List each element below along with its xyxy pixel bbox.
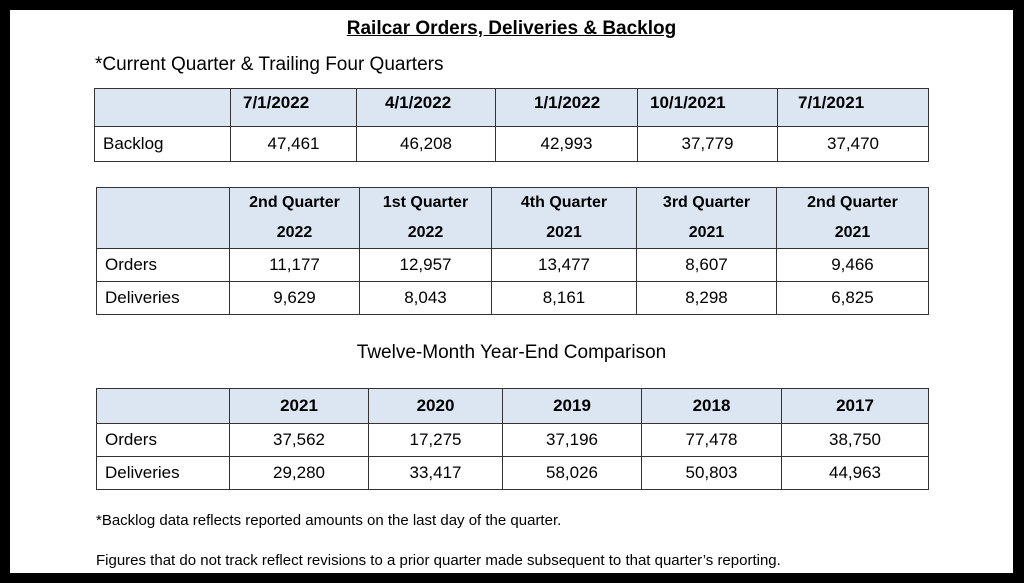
quarter-value: 9,629 [230,282,360,315]
quarter-value: 11,177 [230,249,360,282]
quarter-header [360,188,492,249]
backlog-header-date: 4/1/2022 [357,89,496,127]
quarter-value: 12,957 [360,249,492,282]
backlog-row-label: Backlog [95,127,231,162]
year-row-label: Orders [97,424,230,457]
quarter-header-line2: 2021 [546,224,582,241]
backlog-value: 42,993 [496,127,638,162]
quarter-header-line1: 1st Quarter [382,194,469,211]
quarter-header [777,188,929,249]
year-value: 58,026 [503,457,642,490]
year-header: 2019 [503,389,642,424]
backlog-table [94,88,929,162]
year-header-row [97,389,929,424]
backlog-value: 37,470 [778,127,929,162]
year-header: 2021 [230,389,369,424]
backlog-header-date: 1/1/2022 [496,89,638,127]
quarter-header-line1: 4th Quarter [520,194,608,211]
quarter-header [492,188,637,249]
backlog-row [95,127,929,162]
footnote-backlog: *Backlog data reflects reported amounts on the last day of the quarter. [96,512,562,529]
quarter-header-line1: 2nd Quarter [807,194,898,211]
year-comparison-heading: Twelve-Month Year-End Comparison [356,342,667,363]
year-row-orders [97,424,929,457]
backlog-header-date: 10/1/2021 [638,89,778,127]
quarter-value: 8,043 [360,282,492,315]
backlog-header-row [95,89,929,127]
quarter-header-line2: 2022 [407,224,444,241]
quarter-header-line2: 2021 [834,224,871,241]
year-value: 50,803 [642,457,782,490]
year-header: 2020 [369,389,503,424]
footnote-revisions: Figures that do not track reflect revisions to a prior quarter made subsequent to that quarter’s reporting. [96,552,781,569]
year-value: 44,963 [782,457,929,490]
quarter-header-line2: 2022 [276,224,313,241]
quarter-value: 9,466 [777,249,929,282]
year-header: 2017 [782,389,929,424]
backlog-header-date: 7/1/2022 [231,89,357,127]
quarter-value: 8,298 [637,282,777,315]
quarter-value: 13,477 [492,249,637,282]
quarter-row-orders [97,249,929,282]
year-value: 37,196 [503,424,642,457]
year-header-blank [97,389,230,424]
quarter-header-line2: 2021 [688,224,725,241]
backlog-header-blank [95,89,231,127]
backlog-value: 47,461 [231,127,357,162]
year-value: 29,280 [230,457,369,490]
backlog-header-date: 7/1/2021 [778,89,929,127]
quarter-value: 8,161 [492,282,637,315]
backlog-value: 37,779 [638,127,778,162]
page-subtitle: *Current Quarter & Trailing Four Quarters [95,54,444,75]
year-value: 38,750 [782,424,929,457]
quarter-value: 6,825 [777,282,929,315]
quarter-header-blank [97,188,230,249]
quarter-header-row [97,188,929,249]
backlog-value: 46,208 [357,127,496,162]
year-value: 17,275 [369,424,503,457]
quarter-table [96,187,929,315]
page-title: Railcar Orders, Deliveries & Backlog [346,18,677,39]
quarter-value: 8,607 [637,249,777,282]
quarter-header-line1: 3rd Quarter [662,194,751,211]
quarter-row-label: Deliveries [97,282,230,315]
year-value: 77,478 [642,424,782,457]
quarter-header [637,188,777,249]
year-header: 2018 [642,389,782,424]
year-row-label: Deliveries [97,457,230,490]
year-value: 33,417 [369,457,503,490]
document-page [10,10,1013,573]
year-row-deliveries [97,457,929,490]
quarter-header-line1: 2nd Quarter [249,194,340,211]
year-table [96,388,929,490]
quarter-row-deliveries [97,282,929,315]
year-value: 37,562 [230,424,369,457]
quarter-row-label: Orders [97,249,230,282]
quarter-header [230,188,360,249]
